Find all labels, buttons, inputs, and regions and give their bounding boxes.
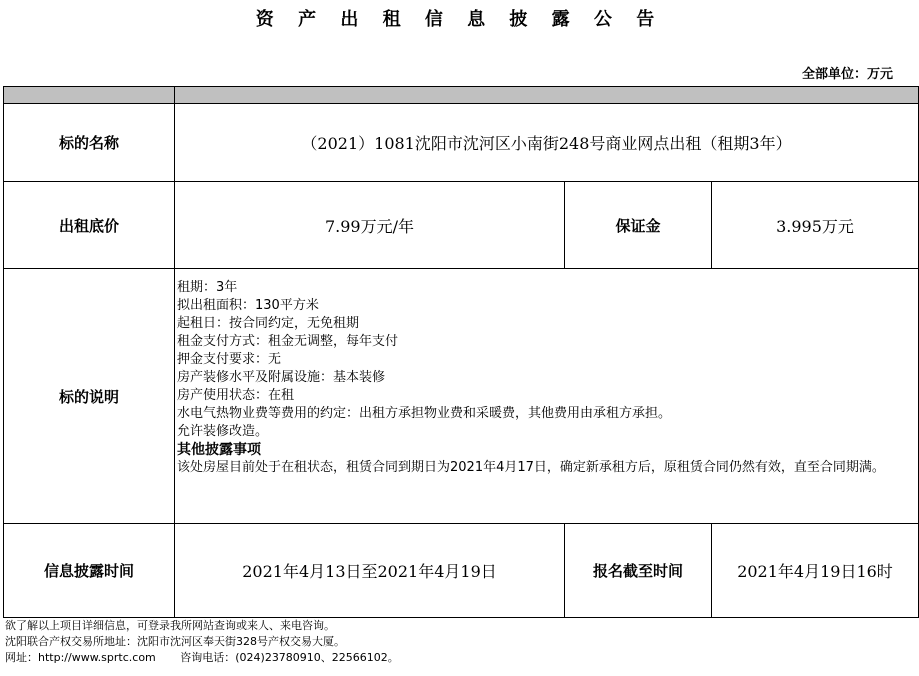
desc-line-decoration: 房产装修水平及附属设施：基本装修 [177, 370, 386, 385]
description-label: 标的说明 [4, 269, 175, 524]
desc-line-fees: 水电气热物业费等费用的约定：出租方承担物业费和采暖费，其他费用由承租方承担。 [177, 406, 672, 421]
rent-price-label: 出租底价 [4, 182, 175, 269]
row-subject-name [4, 104, 919, 182]
subject-name-label: 标的名称 [4, 104, 175, 182]
footer [5, 618, 399, 666]
desc-line-usage-status: 房产使用状态：在租 [177, 388, 295, 403]
footer-inquiry-note: 欲了解以上项目详细信息，可登录我所网站查询或来人、来电咨询。 [5, 619, 335, 632]
unit-note: 全部单位：万元 [801, 67, 893, 82]
header-strip-cell [4, 87, 175, 104]
subject-name-value: （2021）1081沈阳市沈河区小南街248号商业网点出租（租期3年） [175, 104, 919, 182]
desc-line-area: 拟出租面积：130平方米 [177, 298, 319, 313]
notice-table [3, 86, 919, 618]
desc-line-renovation: 允许装修改造。 [177, 424, 269, 439]
page-title: 资 产 出 租 信 息 披 露 公 告 [255, 9, 664, 30]
desc-line-deposit-requirement: 押金支付要求：无 [177, 352, 282, 367]
other-disclosure-heading: 其他披露事项 [177, 442, 261, 458]
disclosure-period-value: 2021年4月13日至2021年4月19日 [175, 524, 565, 618]
registration-deadline-label: 报名截至时间 [565, 524, 712, 618]
disclosure-period-label: 信息披露时间 [4, 524, 175, 618]
deposit-value: 3.995万元 [712, 182, 919, 269]
description-content [175, 269, 919, 524]
header-strip-cell [175, 87, 919, 104]
row-timeline [4, 524, 919, 618]
other-disclosure-text: 该处房屋目前处于在租状态，租赁合同到期日为2021年4月17日，确定新承租方后，原租赁合同仍然有效，直至合同期满。 [177, 460, 885, 475]
footer-contact: 网址：http://www.sprtc.com 咨询电话：(024)23780910、22566102。 [5, 651, 399, 664]
desc-line-payment-method: 租金支付方式：租金无调整，每年支付 [177, 334, 399, 349]
deposit-label: 保证金 [565, 182, 712, 269]
header-strip-row [4, 87, 919, 104]
row-description [4, 269, 919, 524]
row-price [4, 182, 919, 269]
desc-line-lease-term: 租期：3年 [177, 280, 238, 295]
rent-price-value: 7.99万元/年 [175, 182, 565, 269]
footer-address: 沈阳联合产权交易所地址：沈阳市沈河区奉天街328号产权交易大厦。 [5, 635, 345, 648]
registration-deadline-value: 2021年4月19日16时 [712, 524, 919, 618]
desc-line-start-date: 起租日：按合同约定，无免租期 [177, 316, 360, 331]
